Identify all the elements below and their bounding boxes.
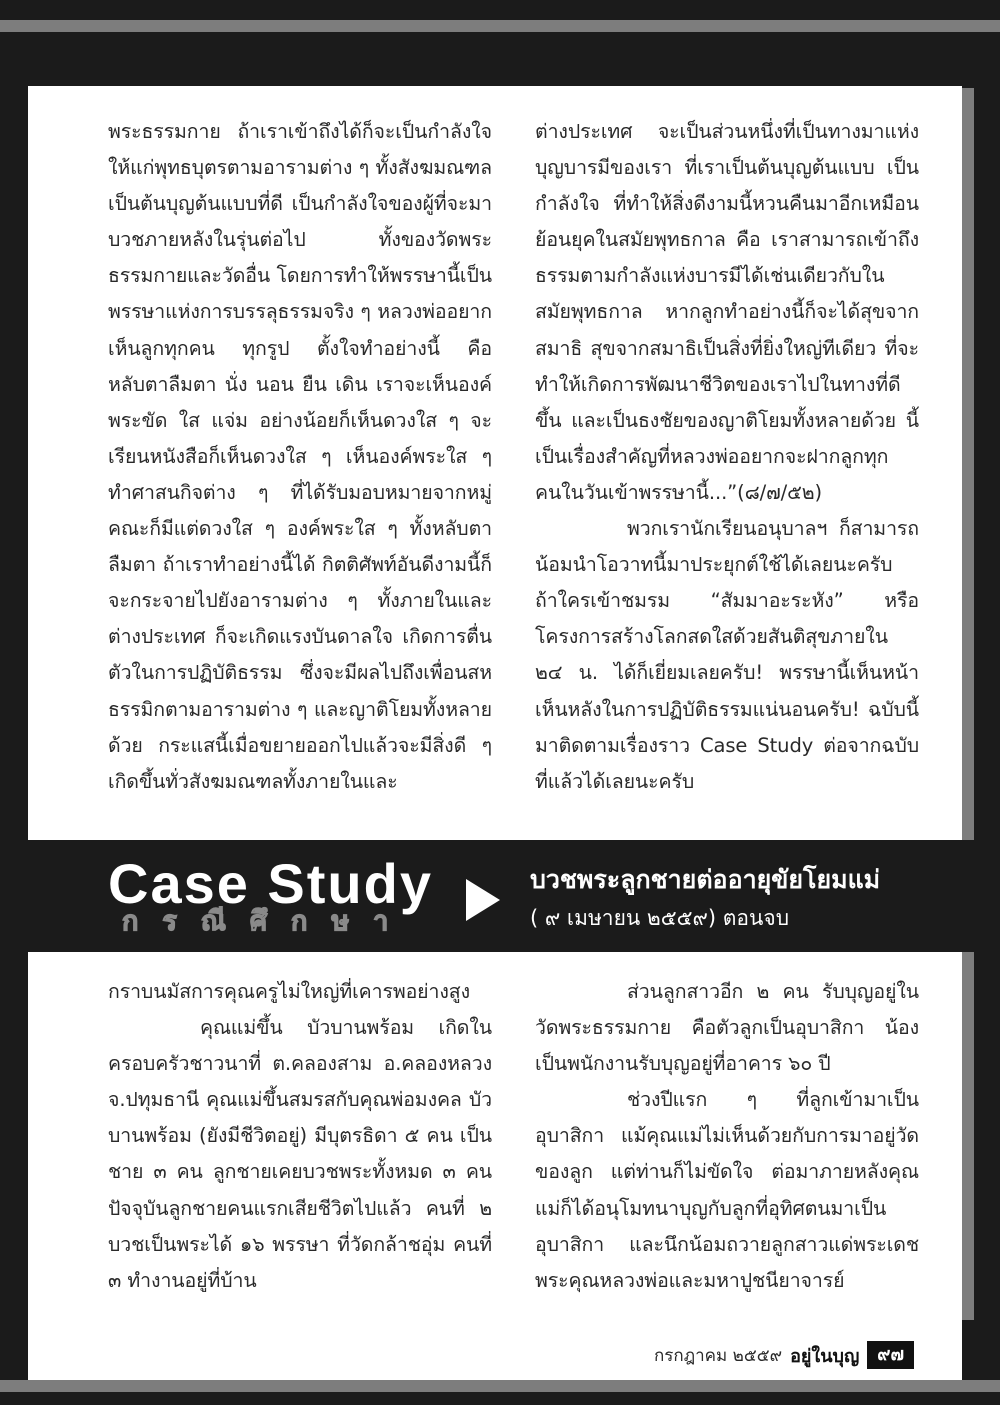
top-grey-bar [0,20,1000,32]
page-footer [654,1338,914,1372]
upper-left-paragraph: พระธรรมกาย ถ้าเราเข้าถึงได้ก็จะเป็นกำลังใจให้แก่พุทธบุตรตามอารามต่าง ๆ ทั้งสังฆมณฑลเป็นต้นบุญต้นแบบที่ดี เป็นกำลังใจของผู้ที่จะมาบวชภายหลังในรุ่นต่อไป ทั้งของวัดพระธรรมกายและวัดอื่น โดยการทำให้พรรษานี้เป็นพรรษาแห่งการบรรลุธรรมจริง ๆ หลวงพ่ออยากเห็นลูกทุกคน ทุกรูป ตั้งใจทำอย่างนี้ คือ หลับตาลืมตา นั่ง นอน ยืน เดิน เราจะเห็นองค์พระขัด ใส แจ่ม อย่างน้อยก็เห็นดวงใส ๆ จะเรียนหนังสือก็เห็นดวงใส ๆ เห็นองค์พระใส ๆ ทำศาสนกิจต่าง ๆ ที่ได้รับมอบหมายจากหมู่คณะก็มีแต่ดวงใส ๆ องค์พระใส ๆ ทั้งหลับตาลืมตา ถ้าเราทำอย่างนี้ได้ กิตติศัพท์อันดีงามนี้ก็จะกระจายไปยังอารามต่าง ๆ ทั้งภายในและต่างประเทศ ก็จะเกิดแรงบันดาลใจ เกิดการตื่นตัวในการปฏิบัติธรรม ซึ่งจะมีผลไปถึงเพื่อนสหธรรมิกตามอารามต่าง ๆ และญาติโยมทั้งหลายด้วย กระแสนี้เมื่อขยายออกไปแล้วจะมีสิ่งดี ๆ เกิดขึ้นทั่วสังฆมณฑลทั้งภายในและ [108,120,492,793]
case-study-thai-title: กรณีศึกษา [122,906,413,937]
play-triangle-icon [466,879,500,921]
magazine-name: อยู่ในบุญ [790,1345,860,1367]
page-number: ๙๗ [867,1341,914,1369]
lower-left-paragraph: คุณแม่ขึ้น บัวบานพร้อม เกิดในครอบครัวชาวนาที่ ต.คลองสาม อ.คลองหลวง จ.ปทุมธานี คุณแม่ขึ้นสมรสกับคุณพ่อมงคล บัวบานพร้อม (ยังมีชีวิตอยู่) มีบุตรธิดา ๕ คน เป็นชาย ๓ คน ลูกชายเคยบวชพระทั้งหมด ๓ คน ปัจจุบันลูกชายคนแรกเสียชีวิตไปแล้ว คนที่ ๒ บวชเป็นพระได้ ๑๖ พรรษา ที่วัดกล้าชอุ่ม คนที่ ๓ ทำงานอยู่ที่บ้าน [108,1016,492,1292]
upper-right-column [535,114,919,800]
story-subtitle: ( ๙ เมษายน ๒๕๕๙) ตอนจบ [530,906,790,930]
lower-right-paragraph-2: ช่วงปีแรก ๆ ที่ลูกเข้ามาเป็นอุบาสิกา แม้คุณแม่ไม่เห็นด้วยกับการมาอยู่วัดของลูก แต่ท่านก็ไม่ขัดใจ ต่อมาภายหลังคุณแม่ก็ได้อนุโมทนาบุญกับลูกที่อุทิศตนมาเป็นอุบาสิกา และนึกน้อมถวายลูกสาวแด่พระเดชพระคุณหลวงพ่อและมหาปูชนียาจารย์ [535,1088,919,1292]
lower-text-panel [28,952,962,1380]
right-grey-bar-lower [962,952,974,1320]
lower-right-paragraph-1: ส่วนลูกสาวอีก ๒ คน รับบุญอยู่ในวัดพระธรรมกาย คือตัวลูกเป็นอุบาสิกา น้องเป็นพนักงานรับบุญอยู่ที่อาคาร ๖๐ ปี [535,980,919,1076]
upper-right-paragraph-1: ต่างประเทศ จะเป็นส่วนหนึ่งที่เป็นทางมาแห่งบุญบารมีของเรา ที่เราเป็นต้นบุญต้นแบบ เป็นกำลังใจ ที่ทำให้สิ่งดีงามนี้หวนคืนมาอีกเหมือนย้อนยุคในสมัยพุทธกาล คือ เราสามารถเข้าถึงธรรมตามกำลังแห่งบารมีได้เช่นเดียวกับในสมัยพุทธกาล หากลูกทำอย่างนี้ก็จะได้สุขจากสมาธิ สุขจากสมาธิเป็นสิ่งที่ยิ่งใหญ่ทีเดียว ที่จะทำให้เกิดการพัฒนาชีวิตของเราไปในทางที่ดีขึ้น และเป็นธงชัยของญาติโยมทั้งหลายด้วย นี้เป็นเรื่องสำคัญที่หลวงพ่ออยากจะฝากลูกทุกคนในวันเข้าพรรษานี้...”(๘/๗/๕๒) [535,120,919,504]
upper-text-panel [28,86,962,840]
lower-right-column [535,974,919,1299]
case-study-title: Case Study [108,852,433,915]
upper-right-paragraph-2: พวกเรานักเรียนอนุบาลฯ ก็สามารถน้อมนำโอวาทนี้มาประยุกต์ใช้ได้เลยนะครับ ถ้าใครเข้าชมรม “สัมมาอะระหัง” หรือโครงการสร้างโลกสดใสด้วยสันติสุขภายใน ๒๔ น. ได้ก็เยี่ยมเลยครับ! พรรษานี้เห็นหน้าเห็นหลังในการปฏิบัติธรรมแน่นอนครับ! ฉบับนี้มาติดตามเรื่องราว Case Study ต่อจากฉบับที่แล้วได้เลยนะครับ [535,517,919,793]
lower-left-greeting: กราบนมัสการคุณครูไม่ใหญ่ที่เคารพอย่างสูง [108,980,471,1003]
lower-left-column [108,974,492,1299]
right-grey-bar-upper [962,88,974,840]
story-title: บวชพระลูกชายต่ออายุขัยโยมแม่ [530,865,881,894]
bottom-grey-bar [0,1380,1000,1392]
footer-date: กรกฎาคม ๒๕๕๙ [654,1345,783,1366]
upper-left-column [108,114,492,800]
